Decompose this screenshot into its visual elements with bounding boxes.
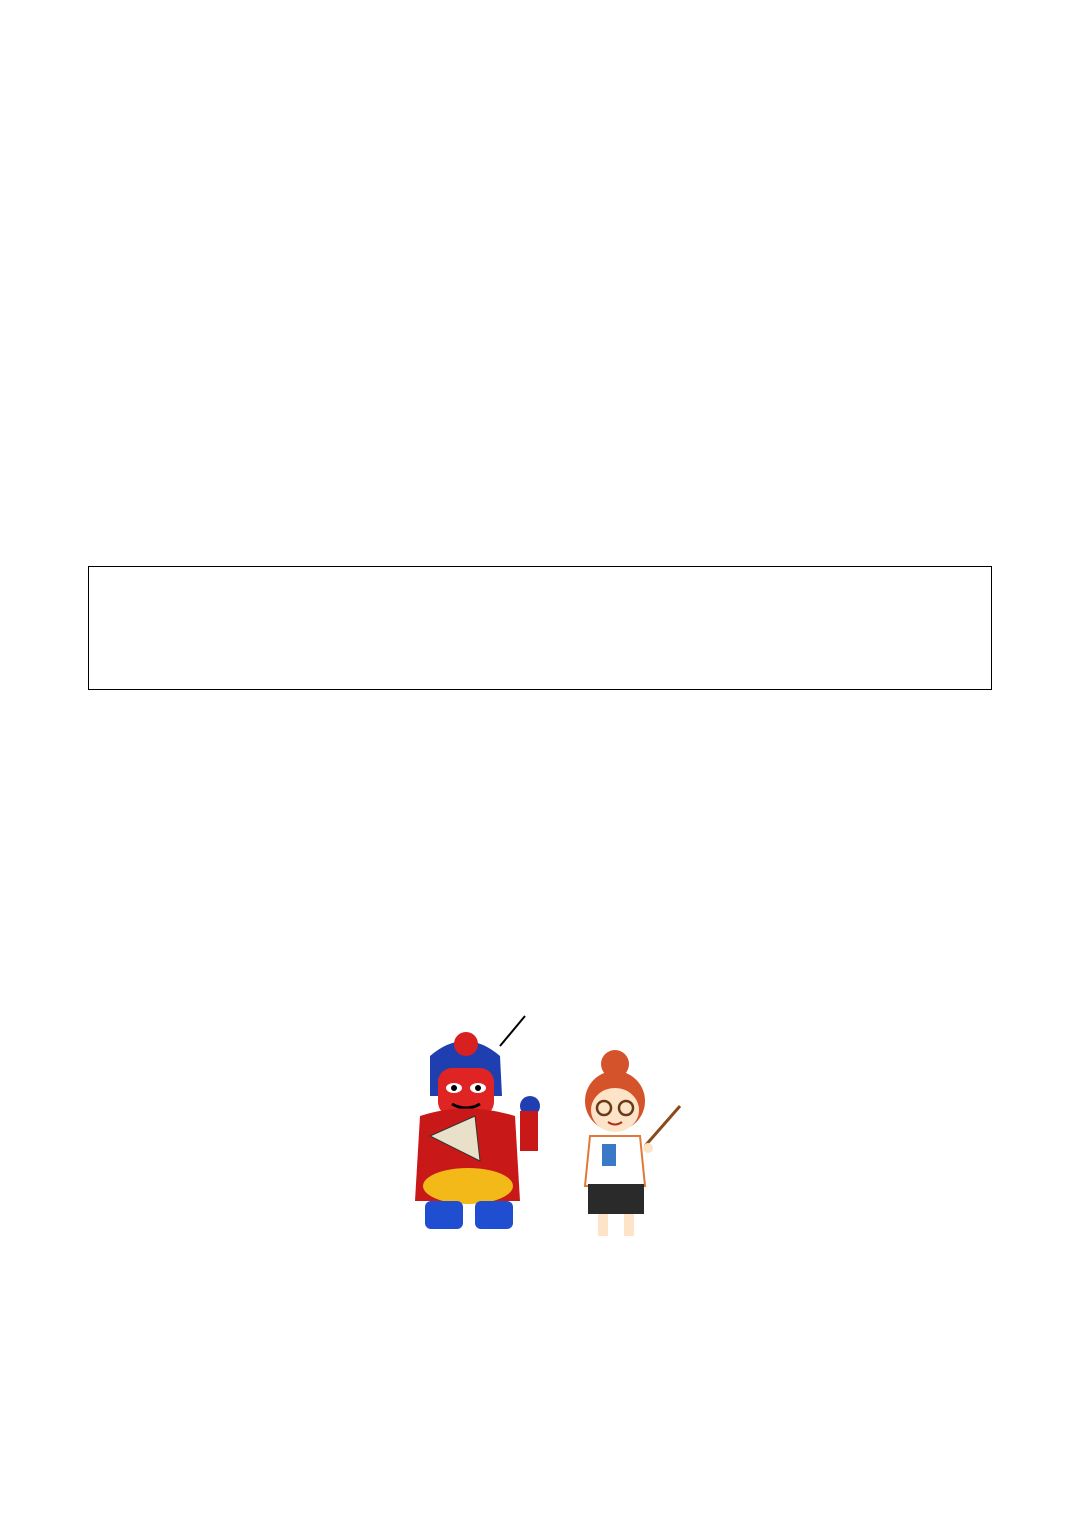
case-line-3 [98,644,991,681]
case-line-2 [98,607,991,644]
opera-figure [415,1032,540,1229]
question-3-sub1-cont [98,462,982,499]
case-material-box [88,566,992,690]
question-3-sub1 [98,425,982,462]
question-3-intro-cont [98,251,982,288]
question-3-sub2 [98,499,982,536]
teacher-figure [585,1050,680,1236]
case-line-1 [98,570,991,607]
question-3-intro [98,214,982,251]
question-3-title [98,177,982,214]
cartoon-illustration [390,986,690,1246]
